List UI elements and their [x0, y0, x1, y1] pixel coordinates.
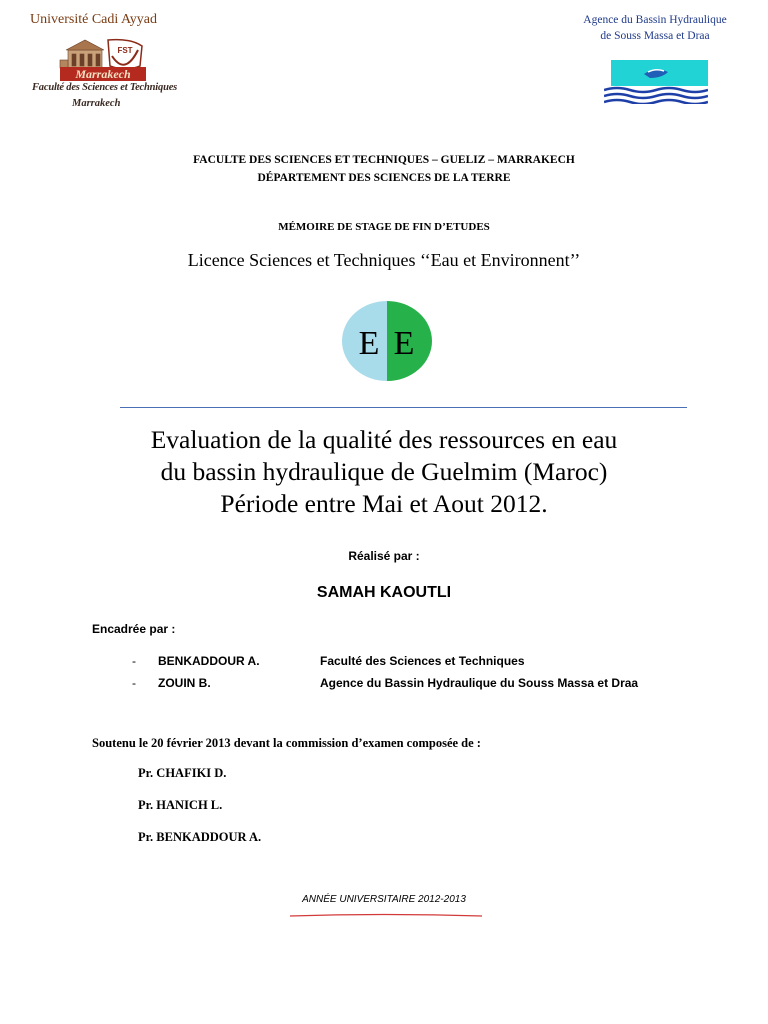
agency-line2: de Souss Massa et Draa [600, 30, 710, 42]
memoire-heading: MÉMOIRE DE STAGE DE FIN D’ETUDES [278, 221, 490, 233]
supervisor-dash: - [132, 676, 136, 690]
agency-line1: Agence du Bassin Hydraulique [583, 14, 727, 26]
university-name: Université Cadi Ayyad [30, 12, 158, 27]
agency-name [555, 12, 755, 44]
supervisor-name: ZOUIN B. [158, 676, 211, 690]
fst-caption-line2: Marrakech [72, 98, 121, 109]
thesis-title-line2: du bassin hydraulique de Guelmim (Maroc) [160, 457, 608, 486]
realise-label: Réalisé par : [348, 549, 420, 563]
ee-left-letter: E [358, 325, 380, 362]
licence-heading: Licence Sciences et Techniques ‘‘Eau et Environnent’’ [187, 250, 581, 270]
supervisor-institution: Agence du Bassin Hydraulique du Souss Massa et Draa [320, 676, 639, 690]
academic-year-underline [290, 912, 482, 920]
faculty-heading: FACULTE DES SCIENCES ET TECHNIQUES – GUELIZ – MARRAKECH [193, 154, 575, 166]
defense-statement: Soutenu le 20 février 2013 devant la commission d’examen composée de : [92, 736, 481, 750]
jury-member: Pr. HANICH L. [138, 798, 223, 812]
jury-member: Pr. CHAFIKI D. [138, 766, 227, 780]
thesis-title-line1: Evaluation de la qualité des ressources en eau [150, 425, 618, 454]
jury-member: Pr. BENKADDOUR A. [138, 830, 262, 844]
supervisor-name: BENKADDOUR A. [158, 654, 260, 668]
academic-year: ANNÉE UNIVERSITAIRE 2012-2013 [302, 894, 466, 905]
abh-logo [604, 60, 708, 104]
ee-logo [341, 300, 433, 382]
department-heading: DÉPARTEMENT DES SCIENCES DE LA TERRE [257, 172, 511, 184]
thesis-title-line3: Période entre Mai et Aout 2012. [220, 489, 548, 518]
author-name: SAMAH KAOUTLI [316, 584, 452, 601]
fst-city-text: Marrakech [75, 67, 131, 81]
fst-caption-line1: Faculté des Sciences et Techniques [32, 82, 178, 93]
ee-right-letter: E [393, 325, 415, 362]
supervisor-dash: - [132, 654, 136, 668]
encadree-label: Encadrée par : [92, 622, 176, 636]
supervisor-institution: Faculté des Sciences et Techniques [320, 654, 525, 668]
divider-rule [120, 407, 687, 408]
fst-badge-text: FST [117, 46, 133, 55]
